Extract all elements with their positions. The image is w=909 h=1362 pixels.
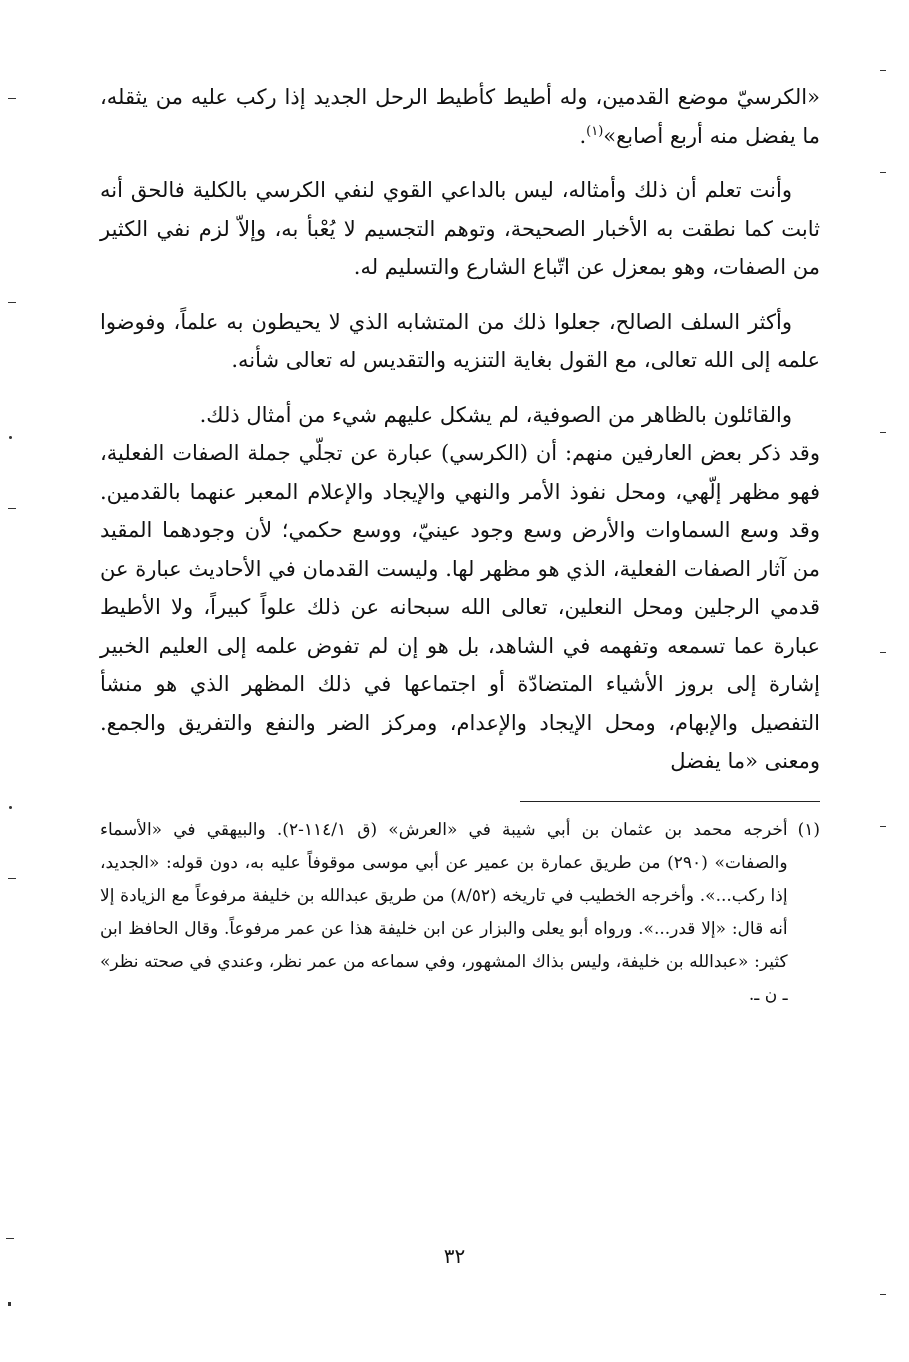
margin-dash-mark	[8, 302, 16, 303]
footnote-text: أخرجه محمد بن عثمان بن أبي شيبة في «العرش» (ق ١١٤/١-٢). والبيهقي في «الأسماء والصفات» (٢٩٠) من طريق عمارة بن عمير عن أبي موسى موقوفاً عليه به، دون قوله: «الجديد، إذا ركب...». وأخرجه الخطيب في تاريخه (٨/٥٢) من طريق عبدالله بن خليفة مرفوعاً مع الزيادة إلا أنه قال: «إلا قدر...». ورواه أبو يعلى والبزار عن ابن خليفة هذا عن عمر مرفوعاً. وقال الحافظ ابن كثير: «عبدالله بن خليفة، وليس بذاك المشهور، وفي سماعه من عمر نظر، وعندي في صحته نظر» ـ ن ـ.	[100, 819, 788, 1005]
margin-dash-mark	[880, 1294, 886, 1295]
margin-dash-mark	[6, 1238, 14, 1239]
margin-dot-mark	[8, 1302, 11, 1306]
margin-dash-mark	[880, 70, 886, 71]
page-number: ٣٢	[443, 1244, 466, 1268]
footnote-1	[100, 814, 820, 1012]
margin-dash-mark	[8, 508, 16, 509]
paragraph-4: والقائلون بالظاهر من الصوفية، لم يشكل عليهم شيء من أمثال ذلك.	[199, 402, 792, 427]
margin-dash-mark	[8, 98, 16, 99]
footnote-reference: (١)	[586, 123, 604, 139]
paragraph-quote	[100, 78, 820, 155]
margin-dash-mark	[880, 826, 886, 827]
margin-dot-mark	[9, 436, 12, 439]
paragraph-5: وقد ذكر بعض العارفين منهم: أن (الكرسي) عبارة عن تجلّي جملة الصفات الفعلية، فهو مظهر إلّهي، ومحل نفوذ الأمر والنهي والإيجاد والإعلام المعبر عنهما بالقدمين. وقد وسع السماوات والأرض وسع وجود عينيّ، ووسع حكمي؛ لأن وجودهما المقيد من آثار الصفات الفعلية، الذي هو مظهر لها. وليست القدمان في الأحاديث عبارة عن قدمي الرجلين ومحل النعلين، تعالى الله سبحانه عن ذلك علواً كبيراً، ولا الأطيط عبارة عما تسمعه وتفهمه في الشاهد، بل هو إن لم تفوض علمه إلى العليم الخبير إشارة إلى بروز الأشياء المتضادّة أو اجتماعها في ذلك المظهر الذي هو منشأ التفصيل والإبهام، ومحل الإيجاد والإعدام، ومركز الضر والنفع والتفريق والجمع. ومعنى «ما يفضل	[100, 441, 820, 773]
margin-dash-mark	[880, 432, 886, 433]
paragraph-3: وأكثر السلف الصالح، جعلوا ذلك من المتشابه الذي لا يحيطون به علماً، وفوضوا علمه إلى الله تعالى، مع القول بغاية التنزيه والتقديس له تعالى شأنه.	[100, 309, 820, 372]
margin-dash-mark	[8, 878, 16, 879]
footnote-marker: (١)	[797, 819, 820, 840]
margin-dash-mark	[880, 652, 886, 653]
paragraph-quote-text: «الكرسيّ موضع القدمين، وله أطيط كأطيط الرحل الجديد إذا ركب عليه من يثقله، ما يفضل منه أربع أصابع»	[100, 85, 820, 148]
quote-period: .	[579, 123, 587, 148]
paragraph-2: وأنت تعلم أن ذلك وأمثاله، ليس بالداعي القوي لنفي الكرسي بالكلية فالحق أنه ثابت كما نطقت به الأخبار الصحيحة، وتوهم التجسيم لا يُعْبأ به، وإلاّ لزم نفي الكثير من الصفات، وهو بمعزل عن اتّباع الشارع والتسليم له.	[100, 178, 820, 279]
main-text	[100, 78, 820, 781]
document-page	[100, 78, 820, 1012]
footnotes	[100, 814, 820, 1012]
margin-dot-mark	[9, 806, 12, 809]
margin-dash-mark	[880, 172, 886, 173]
footnote-divider	[520, 801, 820, 802]
